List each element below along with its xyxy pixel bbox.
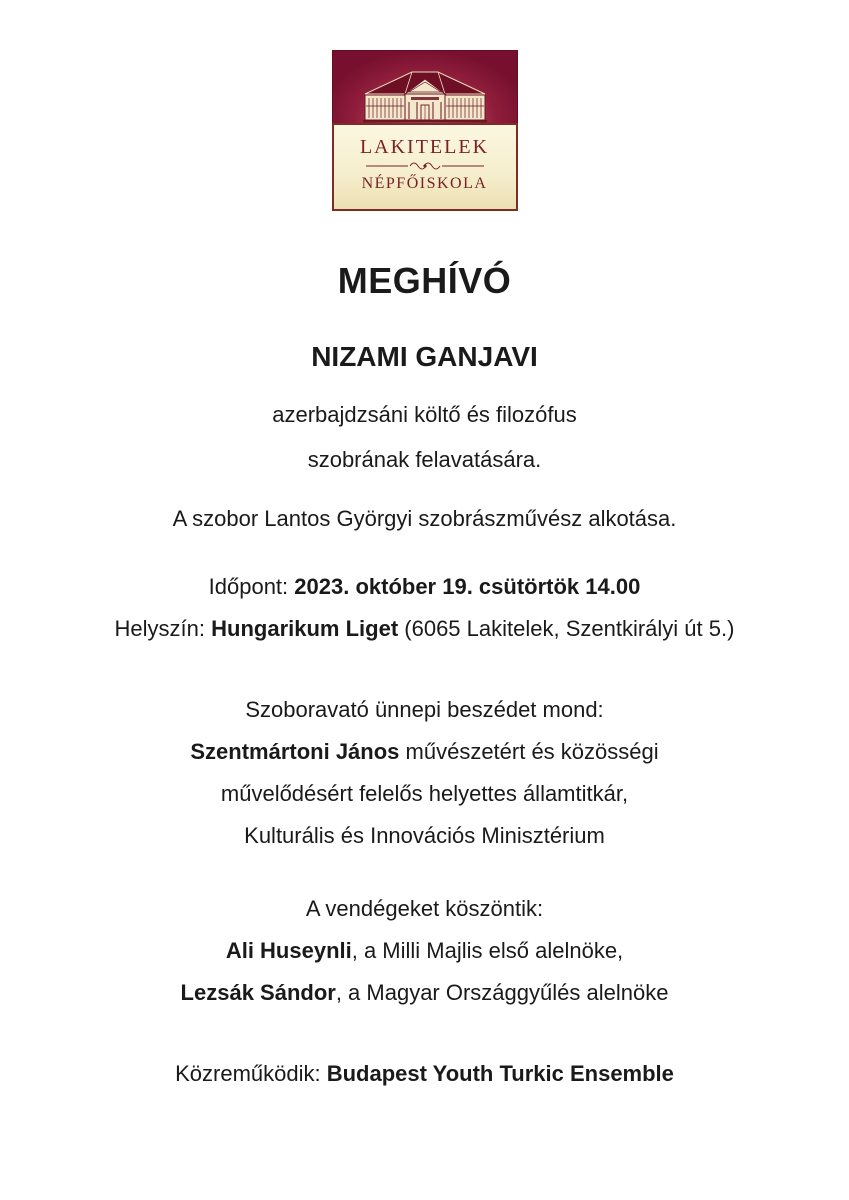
guest-title: , a Milli Majlis első alelnöke, xyxy=(351,938,624,963)
guest-name: Lezsák Sándor xyxy=(180,980,336,1005)
speaker-title-line2: művelődésért felelős helyettes államtitkár, xyxy=(220,781,629,806)
logo-org-type: NÉPFŐISKOLA xyxy=(361,175,488,192)
date-and-venue xyxy=(0,566,849,650)
performer-value: Budapest Youth Turkic Ensemble xyxy=(326,1061,674,1086)
speech-section xyxy=(0,689,849,857)
honoree-description xyxy=(0,392,849,482)
venue-name: Hungarikum Liget xyxy=(211,616,399,641)
ornament-divider-icon xyxy=(334,161,516,171)
honoree-name: NIZAMI GANJAVI xyxy=(311,341,538,372)
invitation-title: MEGHÍVÓ xyxy=(337,260,512,301)
speaker-title-line1: művészetért és közösségi xyxy=(399,739,659,764)
logo-maroon-panel xyxy=(332,50,518,123)
speaker-title-line3: Kulturális és Innovációs Minisztérium xyxy=(244,823,605,848)
sculptor-line: A szobor Lantos Györgyi szobrászművész alkotása. xyxy=(172,506,677,531)
mansion-building-icon xyxy=(359,68,491,126)
logo-org-name: LAKITELEK xyxy=(359,136,490,158)
date-label: Időpont: xyxy=(208,574,295,599)
speaker-name: Szentmártoni János xyxy=(190,739,400,764)
guest-name: Ali Huseynli xyxy=(225,938,352,963)
lakitelek-nepfoiskola-logo xyxy=(332,50,518,211)
greeters-section xyxy=(0,888,849,1014)
speech-intro: Szoboravató ünnepi beszédet mond: xyxy=(245,697,604,722)
honoree-description-line2: szobrának felavatására. xyxy=(307,447,542,472)
honoree-description-line1: azerbajdzsáni költő és filozófus xyxy=(272,402,577,427)
date-value: 2023. október 19. csütörtök 14.00 xyxy=(294,574,641,599)
venue-label: Helyszín: xyxy=(114,616,212,641)
venue-address: (6065 Lakitelek, Szentkirályi út 5.) xyxy=(398,616,735,641)
guest-title: , a Magyar Országgyűlés alelnöke xyxy=(335,980,669,1005)
performer-label: Közreműködik: xyxy=(175,1061,327,1086)
performer-line xyxy=(0,1053,849,1095)
greeters-intro: A vendégeket köszöntik: xyxy=(305,896,544,921)
logo-cream-panel xyxy=(332,123,518,211)
